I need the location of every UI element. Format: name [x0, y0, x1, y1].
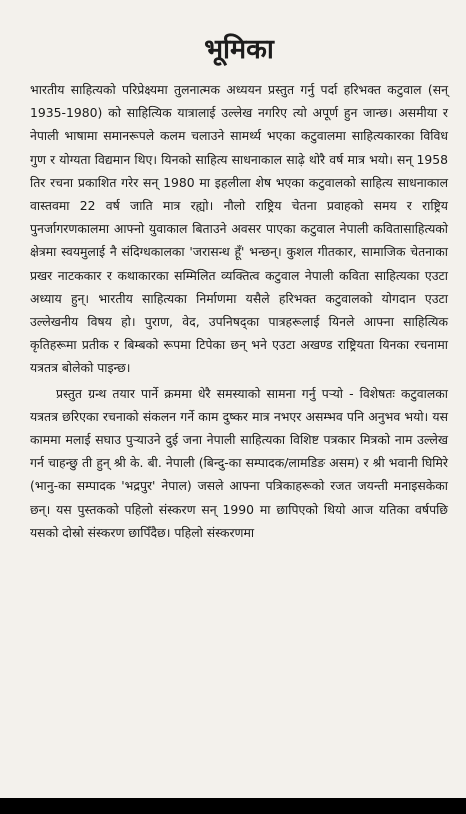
page-title: भूमिका [204, 34, 274, 65]
bottom-edge [0, 798, 466, 814]
paragraph-2: प्रस्तुत ग्रन्थ तयार पार्ने क्रममा धेरै समस्याको सामना गर्नु पऱ्यो - विशेषतः कटुवालका यत्रतत्र छरिएका रचनाको संकलन गर्ने काम दुष्कर मात्र नभएर असम्भव पनि अनुभव भयो। यस काममा मलाई सघाउ पुऱ्याउने दुई जना नेपाली साहित्यका विशिष्ट पत्रकार मित्रको नाम उल्लेख गर्न चाहन्छु ती हुन् श्री के. बी. नेपाली (बिन्दु-का सम्पादक/लामडिङ असम) र श्री भवानी घिमिरे (भानु-का सम्पादक 'भद्रपुर' नेपाल) जसले आफ्ना पत्रिकाहरूको रजत जयन्ती मनाइसकेका छन्। यस पुस्तकको पहिलो संस्करण सन् 1990 मा छापिएको थियो आज यतिका वर्षपछि यसको दोस्रो संस्करण छापिँदैछ। पहिलो संस्करणमा [30, 385, 448, 540]
paragraph-1: भारतीय साहित्यको परिप्रेक्ष्यमा तुलनात्मक अध्ययन प्रस्तुत गर्नु पर्दा हरिभक्त कटुवाल (सन् 1935-1980) को साहित्यिक यात्रालाई उल्लेख नगरिए त्यो अपूर्ण हुन जान्छ। असमीया र नेपाली भाषामा समानरूपले कलम चलाउने सामर्थ्य भएका कटुवालमा साहित्यकारका विविध गुण र योग्यता विद्यमान थिए। यिनको साहित्य साधनाकाल साढ़े थोरै वर्ष मात्र भयो। सन् 1958 तिर रचना प्रकाशित गरेर सन् 1980 मा इहलीला शेष भएका कटुवालको साहित्य साधनाकाल वास्तवमा 22 वर्ष जाति मात्र रह्यो। नौलो राष्ट्रिय चेतना प्रवाहको समय र राष्ट्रिय पुनर्जागरणकालमा आफ्नो युवाकाल बिताउने अवसर पाएका कटुवाल नेपाली कवितासाहित्यको क्षेत्रमा स्वयमुलाई नै संदिग्धकालका 'जरासन्ध हूँ' भन्छन्। कुशल गीतकार, सामाजिक चेतनाका प्रखर नाटककार र कथाकारका सम्मिलित व्यक्तित्व कटुवाल नेपाली कविता साहित्यका एउटा अध्याय हुन्। भारतीय साहित्यका निर्माणमा यसैले हरिभक्त कटुवालको योगदान एउटा उल्लेखनीय विषय हो। पुराण, वेद, उपनिषद्का पात्रहरूलाई यिनले आफ्ना साहित्यिक कृतिहरूमा प्रतीक र बिम्बको रूपमा टिपेका छन् भने एउटा अखण्ड राष्ट्रियता यिनका रचनामा यत्रतत्र बोलेको पाइन्छ। [30, 82, 448, 376]
